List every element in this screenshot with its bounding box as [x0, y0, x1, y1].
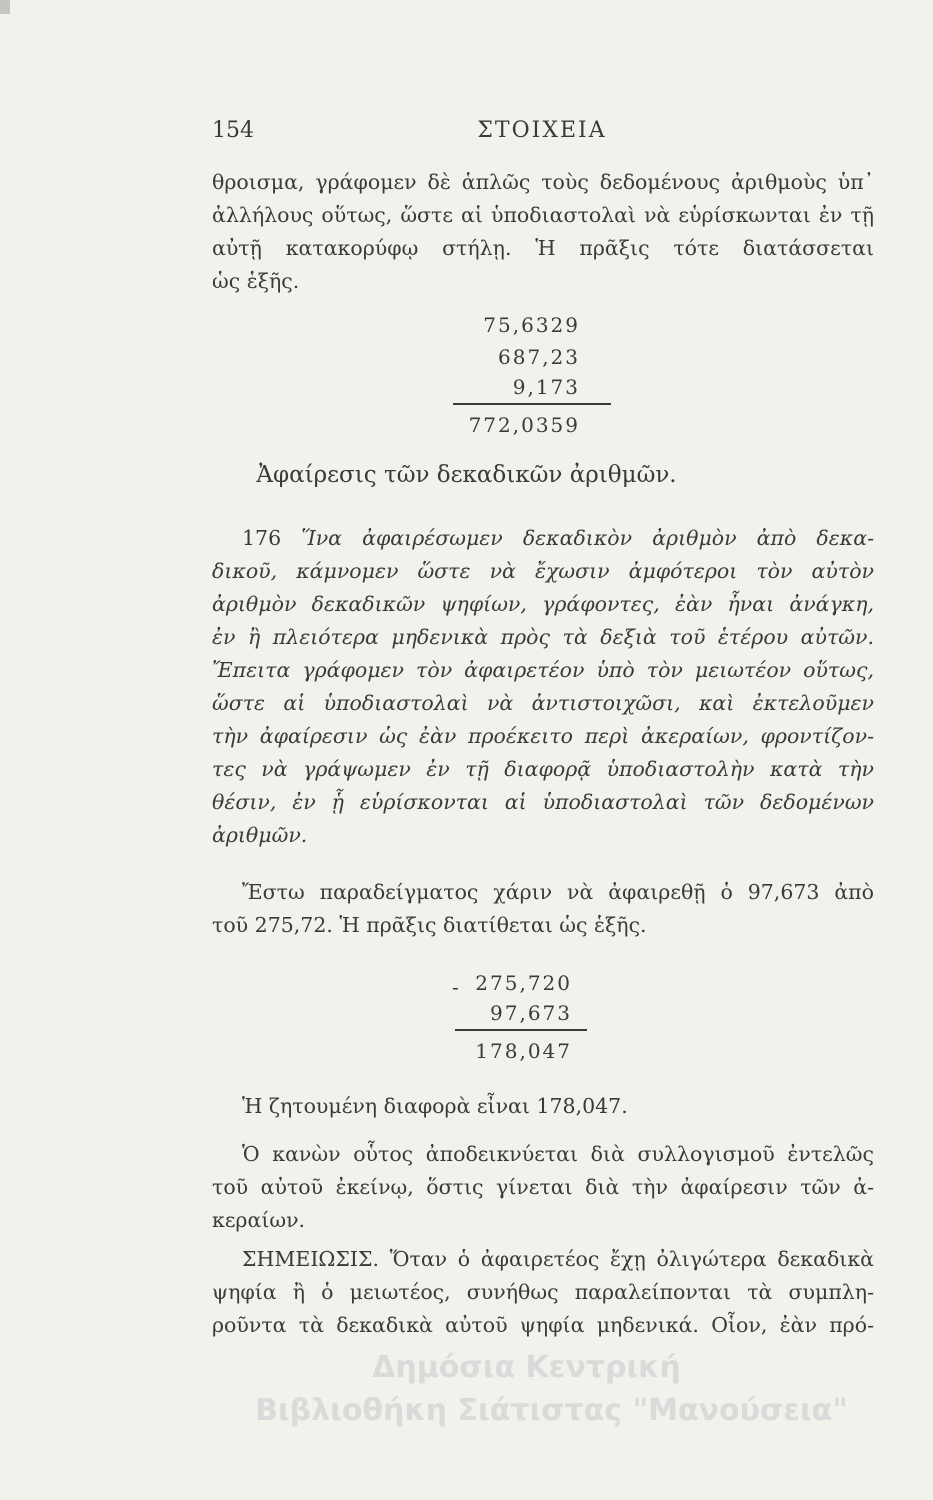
difference-rule	[455, 1029, 587, 1031]
text-line: ροῦντα τὰ δεκαδικὰ αὐτοῦ ψηφία μηδενικά. Οἷον, ἐὰν πρό-	[212, 1313, 874, 1337]
minus-sign: -	[452, 975, 461, 999]
text-line: ψηφία ἢ ὁ μειωτέος, συνήθως παραλείπονται τὰ συμπλη-	[212, 1280, 874, 1304]
page-number: 154	[212, 118, 254, 143]
text-line	[212, 1243, 874, 1276]
addition-operand: 687,23	[498, 345, 580, 369]
scan-speck	[0, 0, 10, 14]
note-first-text: Ὅταν ὁ ἀφαιρετέος ἔχῃ ὀλιγώτερα δεκαδικὰ	[389, 1247, 874, 1271]
text-line: τὴν ἀφαίρεσιν ὡς ἐὰν προέκειτο περὶ ἀκεραίων, φροντίζον-	[212, 724, 874, 748]
addition-operand: 75,6329	[483, 313, 580, 337]
library-watermark-line2: Βιβλιοθήκη Σιάτιστας "Μανούσεια"	[255, 1393, 848, 1428]
text-line: κεραίων.	[212, 1208, 306, 1232]
subtrahend: 97,673	[490, 1001, 572, 1025]
text-line: τες νὰ γράψωμεν ἐν τῇ διαφορᾷ ὑποδιαστολὴν κατὰ τὴν	[212, 757, 874, 781]
text-line: ἀλλήλους οὕτως, ὥστε αἱ ὑποδιαστολαὶ νὰ εὑρίσκωνται ἐν τῇ	[212, 203, 874, 227]
difference: 178,047	[475, 1039, 572, 1063]
result-paragraph	[212, 1090, 874, 1123]
text-line: τοῦ αὐτοῦ ἐκείνῳ, ὅστις γίνεται διὰ τὴν ἀφαίρεσιν τῶν ἀ-	[212, 1175, 874, 1199]
text-line: ἀριθμῶν.	[212, 823, 308, 847]
text-line: ὥστε αἱ ὑποδιαστολαὶ νὰ ἀντιστοιχῶσι, καὶ ἐκτελοῦμεν	[212, 691, 874, 715]
intro-paragraph	[212, 166, 874, 298]
library-watermark-line1: Δημόσια Κεντρική	[372, 1350, 681, 1385]
text-line: Ἔπειτα γράφομεν τὸν ἀφαιρετέον ὑπὸ τὸν μειωτέον οὕτως,	[212, 658, 874, 682]
rule-paragraph	[212, 522, 874, 852]
text-line: τοῦ 275,72. Ἡ πρᾶξις διατίθεται ὡς ἑξῆς.	[212, 913, 647, 937]
text-line	[212, 522, 874, 555]
proof-paragraph	[212, 1138, 874, 1237]
note-label: ΣΗΜΕΙΩΣΙΣ.	[242, 1247, 380, 1271]
note-paragraph	[212, 1243, 874, 1342]
text-line: αὐτῇ κατακορύφῳ στήλῃ. Ἡ πρᾶξις τότε διατάσσεται	[212, 236, 874, 260]
text-line: Ἡ ζητουμένη διαφορὰ εἶναι 178,047.	[242, 1094, 628, 1118]
addition-operand: 9,173	[512, 375, 580, 399]
text-line: ἀριθμὸν δεκαδικῶν ψηφίων, γράφοντες, ἐὰν ἦναι ἀνάγκη,	[212, 592, 874, 616]
addition-result: 772,0359	[468, 413, 580, 437]
text-line: θροισμα, γράφομεν δὲ ἁπλῶς τοὺς δεδομένους ἀριθμοὺς ὑπ᾽	[212, 170, 874, 194]
text-line: θέσιν, ἐν ᾗ εὑρίσκονται αἱ ὑποδιαστολαὶ τῶν δεδομένων	[212, 790, 874, 814]
section-title: Ἀφαίρεσις τῶν δεκαδικῶν ἀριθμῶν.	[256, 462, 677, 488]
rule-first-text: Ἵνα ἀφαιρέσωμεν δεκαδικὸν ἀριθμὸν ἀπὸ δεκα-	[301, 526, 874, 550]
minuend: 275,720	[475, 971, 572, 995]
sum-rule	[453, 403, 611, 405]
text-line: ἐν ἢ πλειότερα μηδενικὰ πρὸς τὰ δεξιὰ τοῦ ἑτέρου αὐτῶν.	[212, 625, 874, 649]
text-line: Ὁ κανὼν οὗτος ἀποδεικνύεται διὰ συλλογισμοῦ ἐντελῶς	[242, 1142, 874, 1166]
example-paragraph	[212, 876, 874, 942]
paragraph-number: 176	[242, 526, 282, 550]
running-title: ΣΤΟΙΧΕΙΑ	[477, 118, 607, 143]
text-line: ὡς ἑξῆς.	[212, 269, 300, 293]
text-line: δικοῦ, κάμνομεν ὥστε νὰ ἔχωσιν ἀμφότεροι τὸν αὐτὸν	[212, 559, 874, 583]
text-line: Ἔστω παραδείγματος χάριν νὰ ἀφαιρεθῇ ὁ 97,673 ἀπὸ	[242, 880, 874, 904]
